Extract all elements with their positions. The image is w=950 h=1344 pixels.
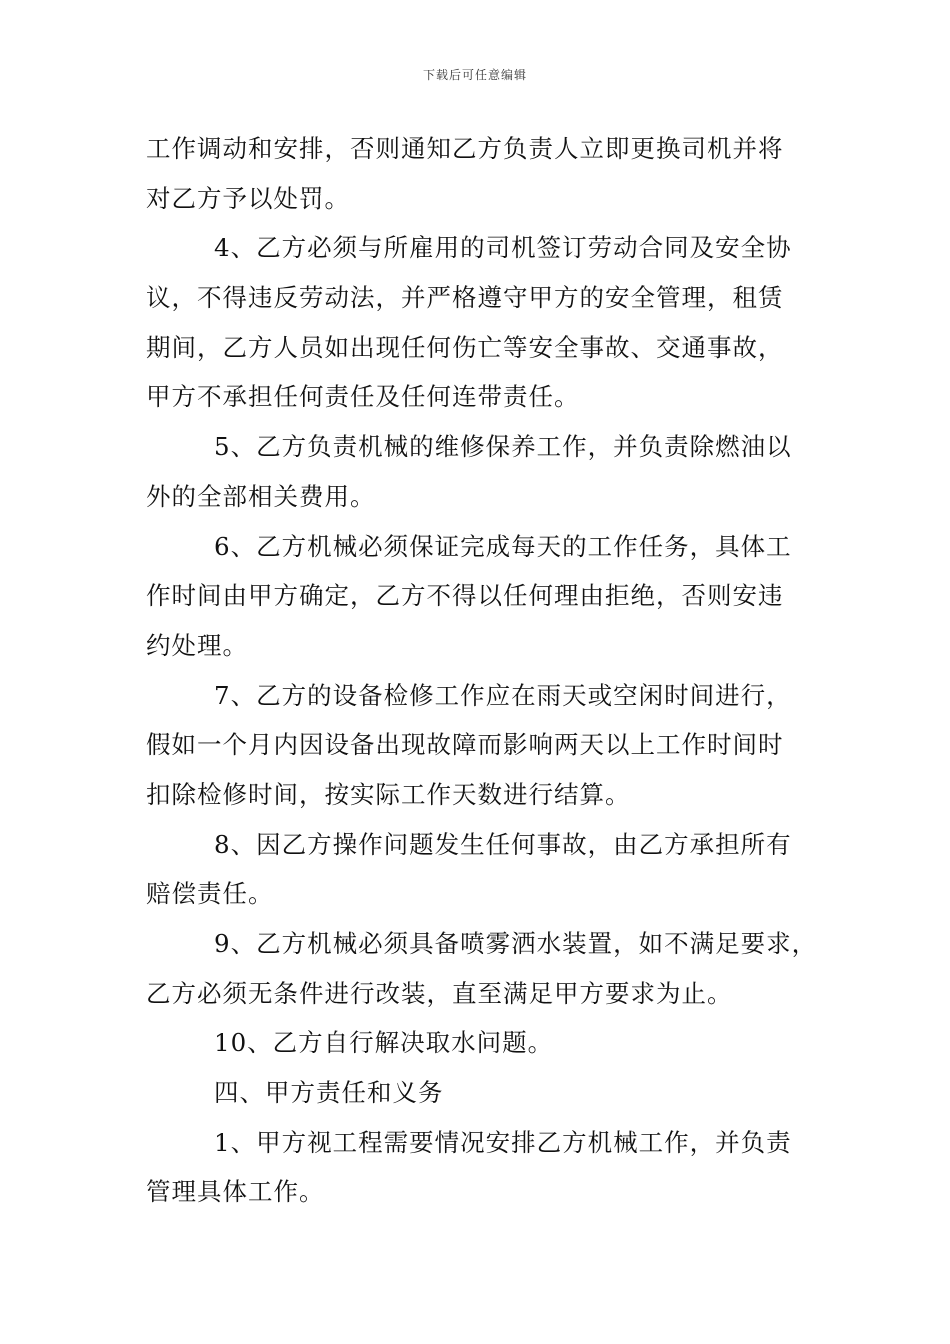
text-line: 1、甲方视工程需要情况安排乙方机械工作，并负责 — [214, 1127, 792, 1157]
text-line: 假如一个月内因设备出现故障而影响两天以上工作时间时 — [146, 730, 784, 760]
text-line: 甲方不承担任何责任及任何连带责任。 — [146, 382, 580, 412]
page-header: 下载后可任意编辑 — [422, 68, 527, 82]
text-line: 4、乙方必须与所雇用的司机签订劳动合同及安全协 — [214, 233, 792, 263]
text-line: 10、乙方自行解决取水问题。 — [214, 1028, 554, 1058]
text-line: 8、因乙方操作问题发生任何事故，由乙方承担所有 — [214, 829, 792, 859]
text-line: 5、乙方负责机械的维修保养工作，并负责除燃油以 — [214, 432, 792, 462]
text-line: 6、乙方机械必须保证完成每天的工作任务，具体工 — [214, 531, 792, 561]
text-line: 期间，乙方人员如出现任何伤亡等安全事故、交通事故， — [146, 332, 784, 362]
section-heading: 四、甲方责任和义务 — [214, 1078, 444, 1108]
text-line: 约处理。 — [146, 630, 248, 660]
text-line: 工作调动和安排，否则通知乙方负责人立即更换司机并将 — [146, 134, 784, 163]
text-line: 乙方必须无条件进行改装，直至满足甲方要求为止。 — [146, 978, 733, 1008]
document-body — [146, 124, 818, 1217]
text-line: 7、乙方的设备检修工作应在雨天或空闲时间进行， — [214, 680, 792, 710]
text-line: 外的全部相关费用。 — [146, 481, 376, 511]
text-line: 对乙方予以处罚。 — [146, 183, 350, 213]
text-line: 议，不得违反劳动法，并严格遵守甲方的安全管理，租赁 — [146, 283, 784, 313]
text-line: 9、乙方机械必须具备喷雾洒水装置，如不满足要求， — [214, 929, 818, 958]
text-line: 赔偿责任。 — [146, 879, 274, 909]
text-line: 作时间由甲方确定，乙方不得以任何理由拒绝，否则安违 — [146, 581, 784, 611]
text-line: 管理具体工作。 — [146, 1177, 325, 1207]
text-line: 扣除检修时间，按实际工作天数进行结算。 — [146, 779, 631, 809]
